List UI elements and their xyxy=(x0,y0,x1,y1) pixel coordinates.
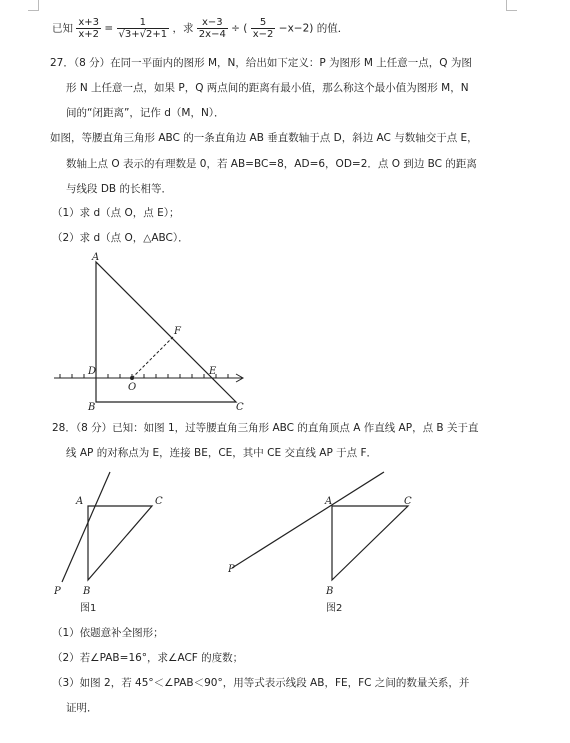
label-a: A xyxy=(76,496,84,507)
q27-line-5: 数轴上点 O 表示的有理数是 0，若 AB=BC=8，AD=6，OD=2．点 O 到边 BC 的距离 xyxy=(66,158,477,170)
fraction-4: $\frac{5}{x-2}$ xyxy=(252,17,274,40)
triangle-abc xyxy=(88,506,152,580)
triangle-abc xyxy=(332,506,408,580)
label-p: P xyxy=(54,586,61,597)
q27-line-6: 与线段 DB 的长相等． xyxy=(66,183,172,195)
fraction-3: $\frac{x-3}{2x-4}$ xyxy=(198,17,226,40)
q27-line-4: 如图，等腰直角三角形 ABC 的一条直角边 AB 垂直数轴于点 D，斜边 AC 与数轴交于点 E， xyxy=(50,132,478,144)
label-e: E xyxy=(209,366,217,377)
q27-line-3: 间的“闭距离”，记作 d（M，N）． xyxy=(66,107,225,119)
label-b: B xyxy=(326,586,334,597)
fraction-2: $\frac{1}{√3+√2+1}$ xyxy=(118,17,168,40)
point-o xyxy=(130,376,134,380)
label-a: A xyxy=(325,496,333,507)
top-expression: 已知 $\frac{x+3}{x+2}$ = $\frac{1}{√3+√2+1}$ ，求 $\frac{x-3}{2x-4}$ ÷ ( $\frac{5}{x-2}$ −x−2) 的值． xyxy=(52,17,349,40)
q28-figure-1 xyxy=(54,470,184,620)
label-b: B xyxy=(83,586,91,597)
corner-mark-top-right xyxy=(506,0,517,11)
figure-1-caption: 图1 xyxy=(80,603,97,614)
axis-ticks xyxy=(60,374,228,378)
figure-2-caption: 图2 xyxy=(326,603,343,614)
q28-line-2: 线 AP 的对称点为 E，连接 BE，CE，其中 CE 交直线 AP 于点 F． xyxy=(66,447,378,459)
label-p: P xyxy=(228,564,235,575)
q27-sub-2: （2）求 d（点 O，△ABC）． xyxy=(52,232,189,244)
q27-figure xyxy=(46,250,266,415)
q28-sub-3-line-1: （3）如图 2，若 45°＜∠PAB＜90°，用等式表示线段 AB，FE，FC 之间的数量关系，并 xyxy=(52,677,470,689)
fraction-1: $\frac{x+3}{x+2}$ xyxy=(78,17,100,40)
corner-mark-top-left xyxy=(28,0,39,11)
line-ap xyxy=(62,472,110,582)
q27-line-1: 27．（8 分）在同一平面内的图形 M，N，给出如下定义：P 为图形 M 上任意一点，Q 为图 xyxy=(50,57,472,69)
label-c: C xyxy=(236,402,244,413)
expr-prefix: 已知 xyxy=(52,22,73,35)
label-d: D xyxy=(88,366,97,377)
q28-sub-1: （1）依题意补全图形； xyxy=(52,627,164,639)
q28-sub-2: （2）若∠PAB=16°，求∠ACF 的度数； xyxy=(52,652,244,664)
label-c: C xyxy=(155,496,163,507)
q27-line-2: 形 N 上任意一点，如果 P，Q 两点间的距离有最小值，那么称这个最小值为图形 M，N xyxy=(66,82,469,94)
triangle-abc xyxy=(96,262,236,402)
q28-sub-3-line-2: 证明． xyxy=(66,702,98,714)
label-b: B xyxy=(88,402,96,413)
label-c: C xyxy=(404,496,412,507)
label-a: A xyxy=(92,252,100,263)
q28-line-1: 28．（8 分）已知：如图 1，过等腰直角三角形 ABC 的直角顶点 A 作直线 AP，点 B 关于直 xyxy=(52,422,479,434)
q27-sub-1: （1）求 d（点 O，点 E）； xyxy=(52,207,180,219)
line-ap xyxy=(232,472,384,568)
label-o: O xyxy=(128,382,137,393)
q28-figure-2 xyxy=(228,470,418,620)
segment-of xyxy=(132,336,174,378)
label-f: F xyxy=(174,326,181,337)
